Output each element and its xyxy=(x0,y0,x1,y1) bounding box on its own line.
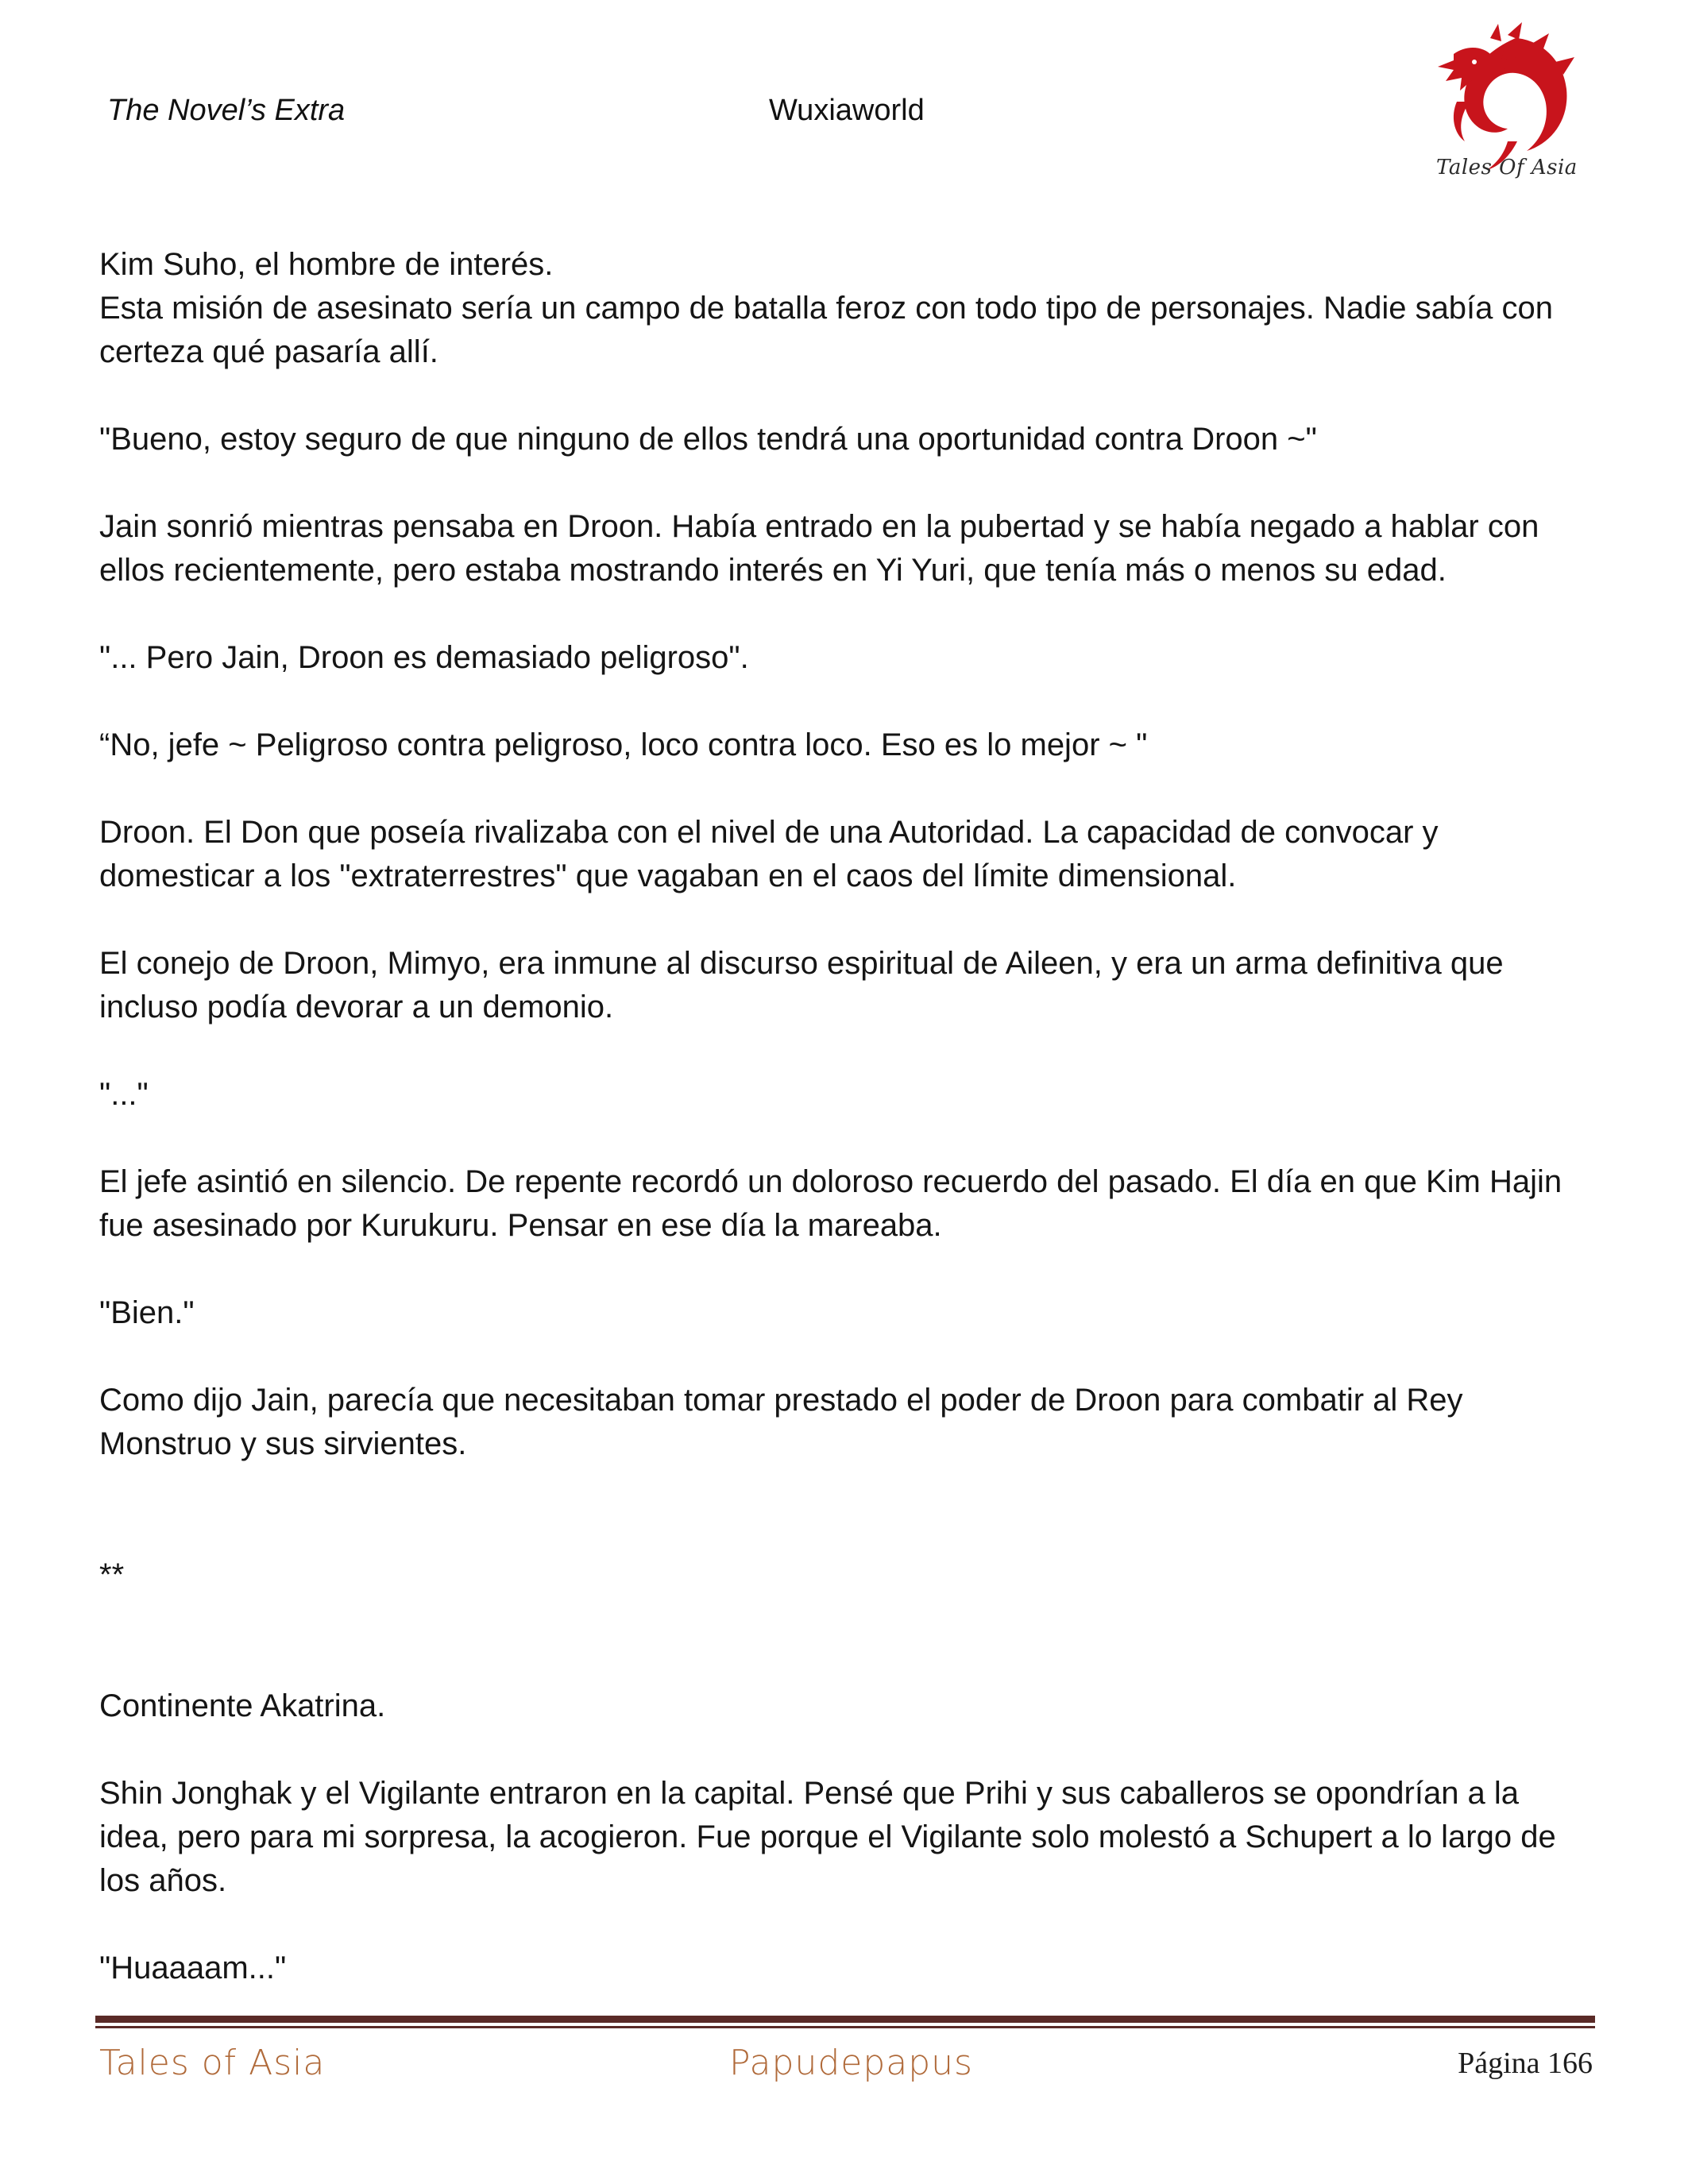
paragraph: Como dijo Jain, parecía que necesitaban tomar prestado el poder de Droon para combatir al Rey Monstruo y sus sirvientes. xyxy=(99,1383,1463,1461)
novel-title: The Novel’s Extra xyxy=(107,94,346,127)
paragraph: "... Pero Jain, Droon es demasiado peligroso". xyxy=(99,640,749,675)
paragraph: "Bien." xyxy=(99,1295,195,1330)
paragraph: "..." xyxy=(99,1077,149,1112)
paragraph: Continente Akatrina. xyxy=(99,1688,386,1723)
paragraph: Shin Jonghak y el Vigilante entraron en la capital. Pensé que Prihi y sus caballeros se opondrían a la idea, pero para mi sorpresa, la acogieron. Fue porque el Vigilante solo molestó a Schupert a lo largo de los años. xyxy=(99,1776,1556,1898)
page-header xyxy=(0,0,1688,199)
paragraph: Droon. El Don que poseía rivalizaba con el nivel de una Autoridad. La capacidad de convocar y domesticar a los "extraterrestres" que vagaban en el caos del límite dimensional. xyxy=(99,815,1439,893)
footer-translator: Papudepapus xyxy=(729,2043,973,2083)
paragraph: Kim Suho, el hombre de interés. Esta misión de asesinato sería un campo de batalla feroz con todo tipo de personajes. Nadie sabía con certeza qué pasaría allí. xyxy=(99,247,1554,369)
footer-divider-thin xyxy=(95,2026,1595,2028)
site-name: Wuxiaworld xyxy=(769,94,925,127)
paragraph: El jefe asintió en silencio. De repente recordó un doloroso recuerdo del pasado. El día en que Kim Hajin fue asesinado por Kurukuru. Pensar en ese día la mareaba. xyxy=(99,1164,1562,1243)
footer-publisher: Tales of Asia xyxy=(99,2043,326,2083)
paragraph: El conejo de Droon, Mimyo, era inmune al discurso espiritual de Aileen, y era un arma definitiva que incluso podía devorar a un demonio. xyxy=(99,946,1504,1024)
paragraph: "Bueno, estoy seguro de que ninguno de ellos tendrá una oportunidad contra Droon ~" xyxy=(99,422,1317,457)
chapter-body xyxy=(99,243,1593,1990)
logo-text: Tales Of Asia xyxy=(1436,156,1578,179)
page-number: Página 166 xyxy=(1458,2047,1593,2080)
paragraph: Jain sonrió mientras pensaba en Droon. Había entrado en la pubertad y se había negado a hablar con ellos recientemente, pero estaba mostrando interés en Yi Yuri, que tenía más o menos su edad. xyxy=(99,509,1539,588)
paragraph: “No, jefe ~ Peligroso contra peligroso, loco contra loco. Eso es lo mejor ~ " xyxy=(99,727,1148,762)
footer-divider xyxy=(95,2016,1595,2023)
scene-break: ** xyxy=(99,1557,125,1592)
paragraph: "Huaaaam..." xyxy=(99,1951,287,1985)
